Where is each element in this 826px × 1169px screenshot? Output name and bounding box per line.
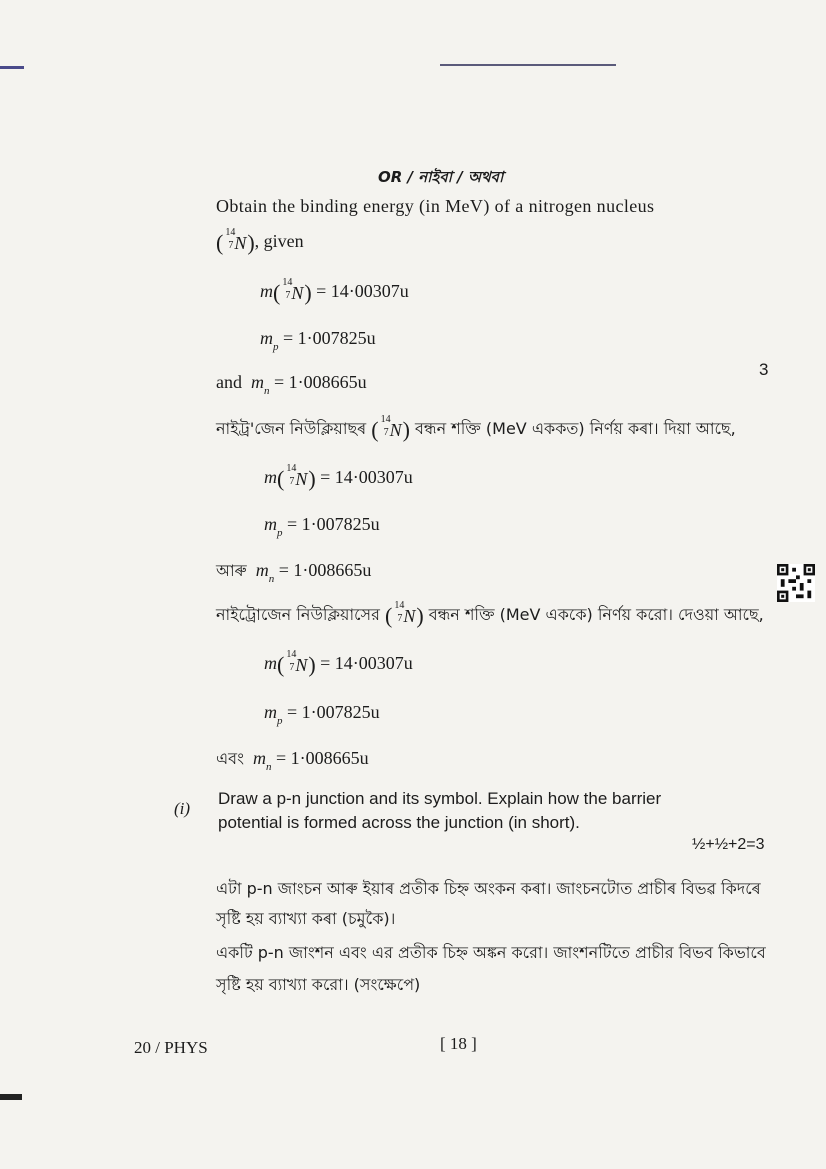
- question-en-line1: Obtain the binding energy (in MeV) of a nitrogen nucleus: [216, 196, 655, 216]
- question2-en-line2: potential is formed across the junction (in short).: [218, 813, 580, 832]
- question2-bn-line1: একটি p-n জাংশন এবং এর প্রতীক চিহ্ন অঙ্কন করো। জাংশনটিতে প্রাচীর বিভব কিভাবে: [216, 943, 766, 962]
- question-as: নাইট্ৰ'জেন নিউক্লিয়াছৰ ( 14 7 N ) বন্ধন শক্তি (MeV এককত) নিৰ্ণয় কৰা। দিয়া আছে,: [216, 413, 736, 442]
- nitrogen-isotope: 14 7 N: [225, 227, 247, 253]
- question2-en-line1: Draw a p-n junction and its symbol. Explain how the barrier: [218, 789, 662, 808]
- question-en-line2: ( 14 7 N ), given: [216, 227, 304, 255]
- eq-mass-proton-as: $m_p = 1\cdot 007825u$: [264, 514, 380, 539]
- eq-mass-proton-en: $m_p = 1\cdot 007825u$: [260, 328, 376, 353]
- eq-mass-neutron-as: আৰু $m_n = 1\cdot 008665u$: [216, 560, 372, 585]
- given-text: , given: [254, 231, 304, 252]
- bottom-edge-mark: [0, 1094, 22, 1100]
- or-heading: OR / নাইবা / অথবা: [378, 168, 504, 186]
- qr-code-icon: [776, 564, 816, 602]
- marks-label: 3: [759, 360, 769, 379]
- eq-mass-neutron-en: and $m_n = 1\cdot 008665u$: [216, 372, 367, 397]
- eq-mass-nucleus-bn: m( 14 7 N ) = 14·00307u: [264, 649, 413, 677]
- question2-bn-line2: সৃষ্টি হয় ব্যাখ্যা করো। (সংক্ষেপে): [216, 975, 421, 994]
- eq-mass-nucleus-as: m( 14 7 N ) = 14·00307u: [264, 463, 413, 491]
- left-edge-mark: [0, 66, 24, 69]
- question2-as-line2: সৃষ্টি হয় ব্যাখ্যা কৰা (চমুকৈ)।: [216, 909, 396, 928]
- footer-paper-code: 20 / PHYS: [134, 1038, 208, 1057]
- question-bn: নাইট্রোজেন নিউক্লিয়াসের ( 14 7 N ) বন্ধন শক্তি (MeV এককে) নির্ণয় করো। দেওয়া আছে,: [216, 599, 764, 628]
- footer-page-number: [ 18 ]: [440, 1034, 477, 1053]
- top-rule: [440, 64, 616, 66]
- marks-breakdown: ½+½+2=3: [692, 836, 765, 853]
- eq-mass-proton-bn: $m_p = 1\cdot 007825u$: [264, 702, 380, 727]
- question-number: (i): [174, 799, 191, 818]
- eq-mass-neutron-bn: এবং $m_n = 1\cdot 008665u$: [216, 748, 369, 773]
- question2-as-line1: এটা p-n জাংচন আৰু ইয়াৰ প্ৰতীক চিহ্ন অংকন কৰা। জাংচনটোত প্ৰাচীৰ বিভৱ কিদৰে: [216, 879, 761, 898]
- eq-mass-nucleus-en: m( 14 7 N ) = 14·00307u: [260, 277, 409, 305]
